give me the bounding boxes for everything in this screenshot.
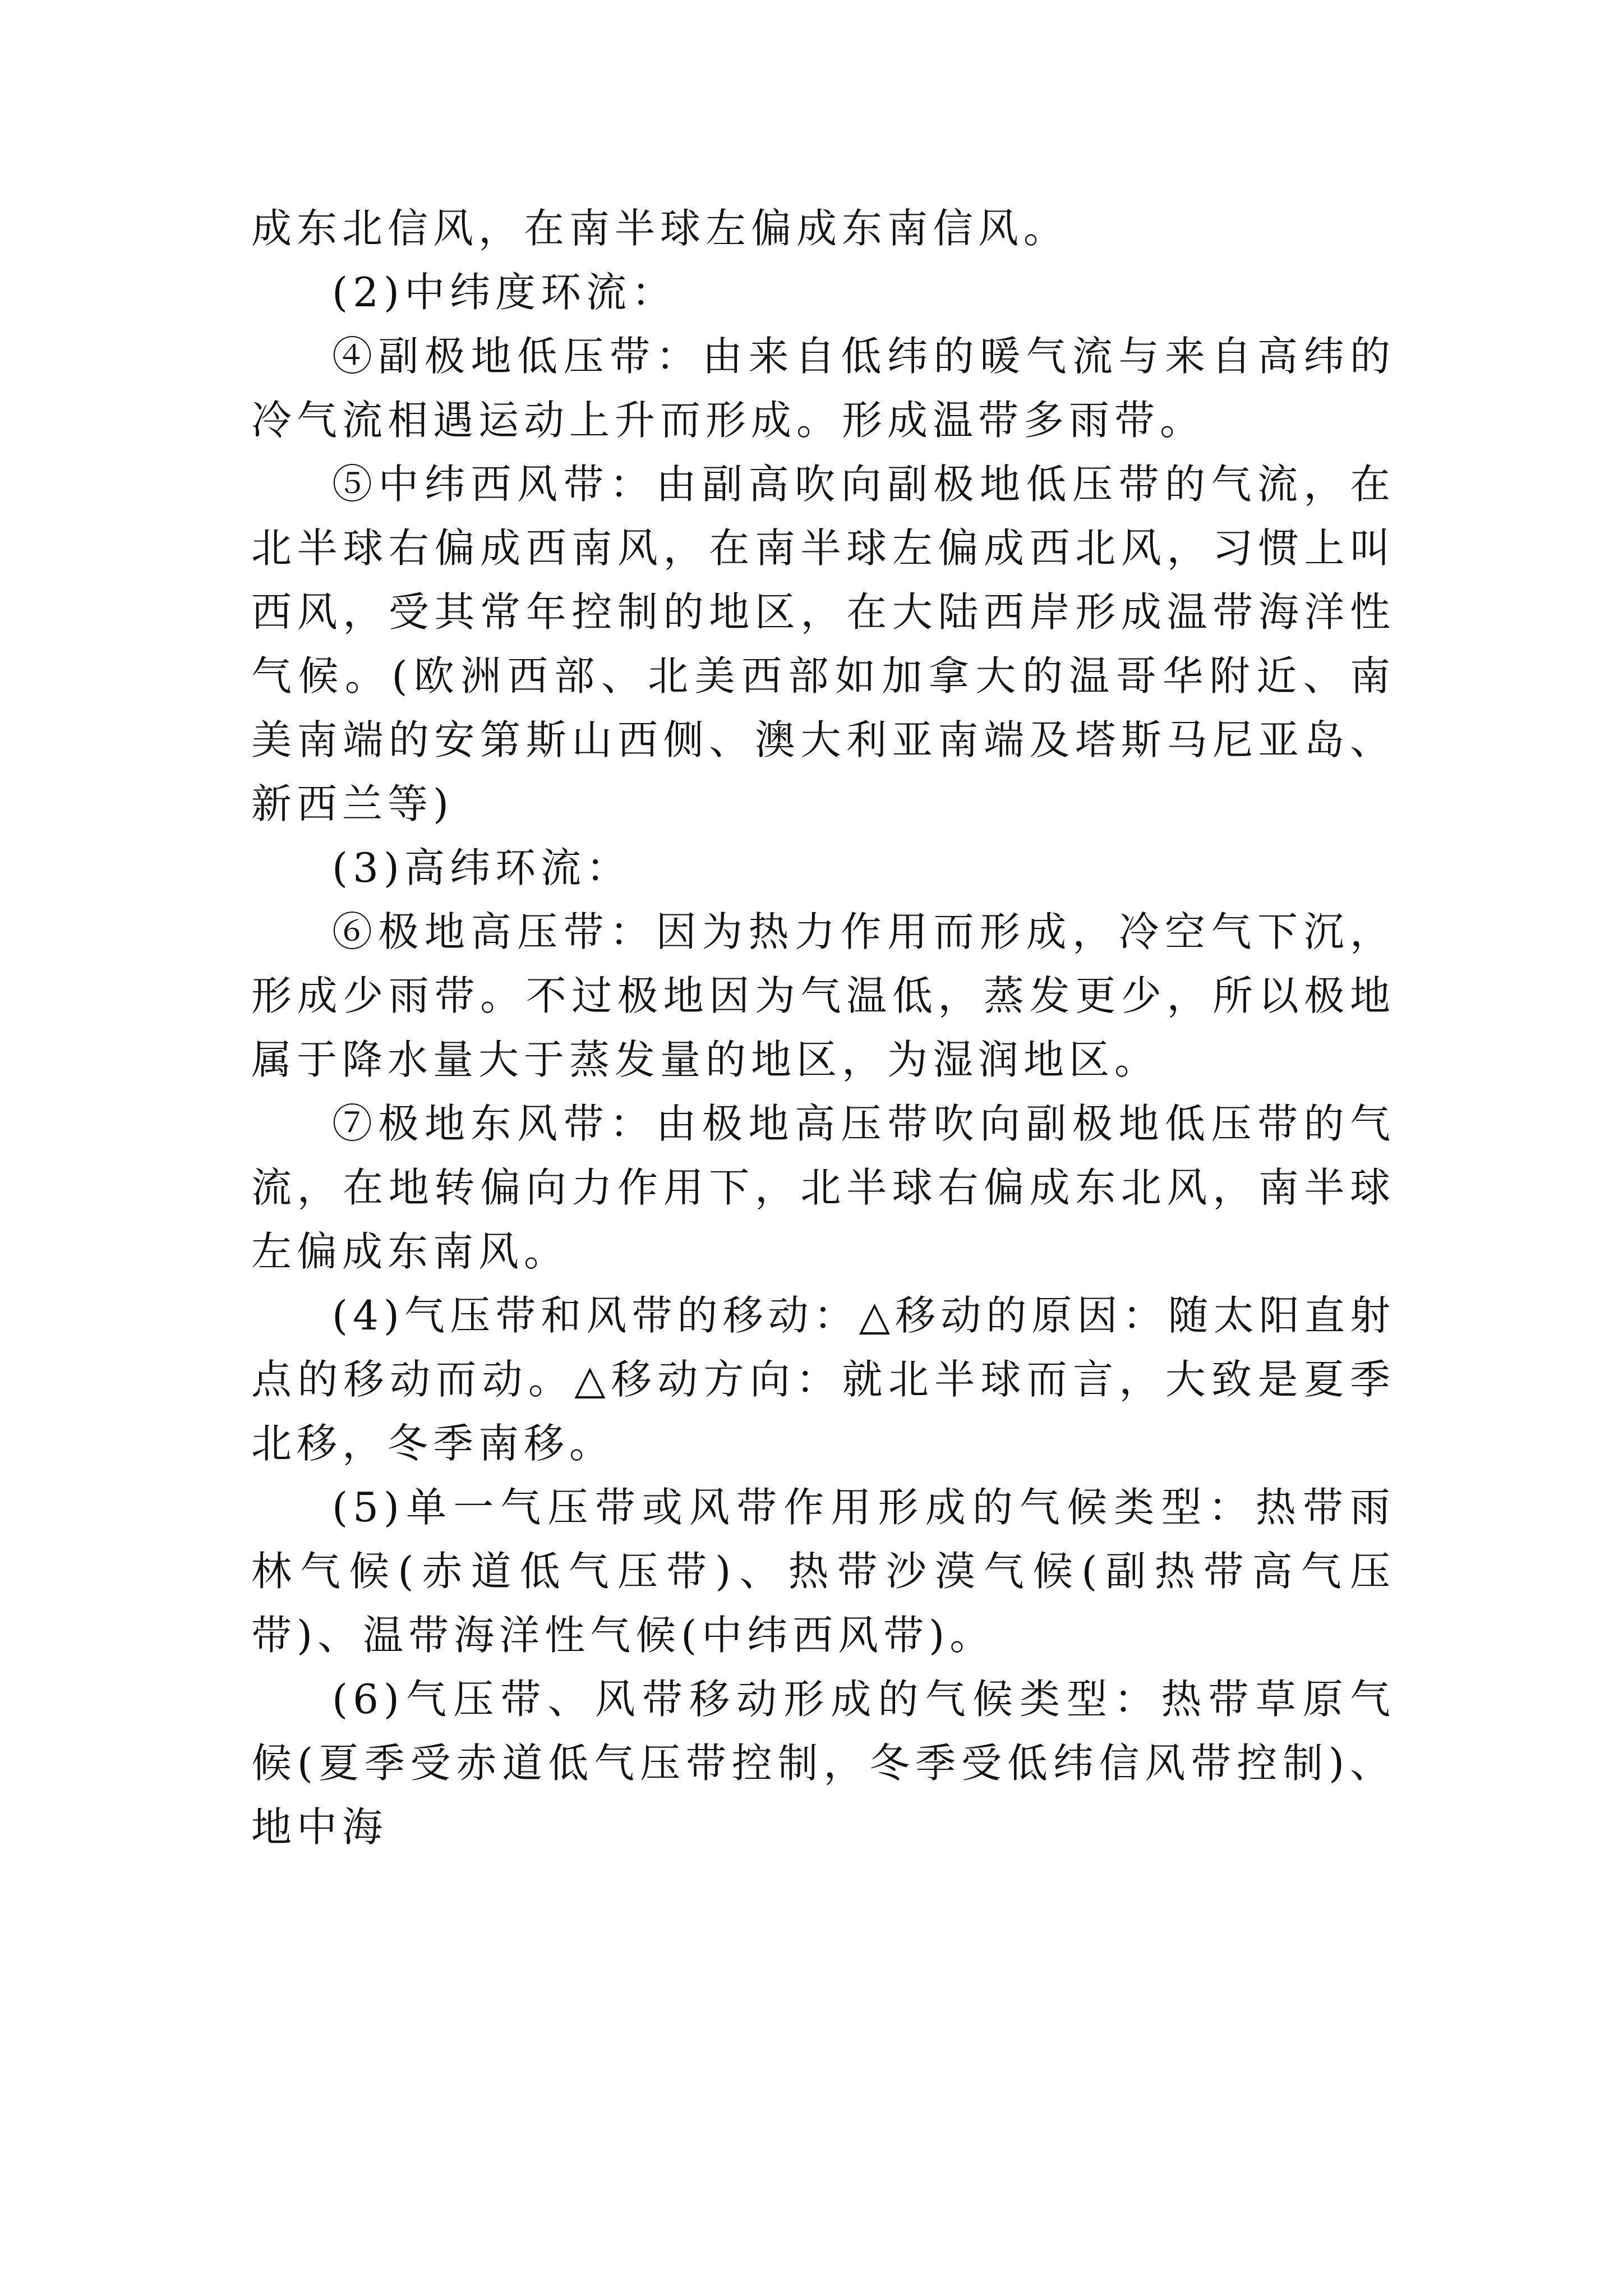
paragraph-subpolar-low: ④副极地低压带：由来自低纬的暖气流与来自高纬的冷气流相遇运动上升而形成。形成温带多雨带。 xyxy=(251,333,1395,444)
body-text xyxy=(251,196,1395,1859)
paragraph-moving-belt-climates: (6)气压带、风带移动形成的气候类型：热带草原气候(夏季受赤道低气压带控制，冬季受低纬信风带控制)、地中海 xyxy=(251,1676,1395,1851)
paragraph-single-belt-climates: (5)单一气压带或风带作用形成的气候类型：热带雨林气候(赤道低气压带)、热带沙漠气候(副热带高气压带)、温带海洋性气候(中纬西风带)。 xyxy=(251,1484,1395,1659)
paragraph-westerlies: ⑤中纬西风带：由副高吹向副极地低压带的气流，在北半球右偏成西南风，在南半球左偏成西北风，习惯上叫西风，受其常年控制的地区，在大陆西岸形成温带海洋性气候。(欧洲西部、北美西部如加拿大的温哥华附近、南美南端的安第斯山西侧、澳大利亚南端及塔斯马尼亚岛、新西兰等) xyxy=(251,461,1395,827)
paragraph-polar-easterlies: ⑦极地东风带：由极地高压带吹向副极地低压带的气流，在地转偏向力作用下，北半球右偏成东北风，南半球左偏成东南风。 xyxy=(251,1100,1395,1275)
paragraph-polar-high: ⑥极地高压带：因为热力作用而形成，冷空气下沉，形成少雨带。不过极地因为气温低，蒸发更少，所以极地属于降水量大于蒸发量的地区，为湿润地区。 xyxy=(251,908,1395,1083)
paragraph-belt-movement: (4)气压带和风带的移动：△移动的原因：随太阳直射点的移动而动。△移动方向：就北半球而言，大致是夏季北移，冬季南移。 xyxy=(251,1292,1395,1467)
heading-high-latitude-circulation: (3)高纬环流： xyxy=(332,844,631,891)
heading-mid-latitude-circulation: (2)中纬度环流： xyxy=(332,269,677,316)
paragraph-continuation: 成东北信风，在南半球左偏成东南信风。 xyxy=(251,205,1069,252)
